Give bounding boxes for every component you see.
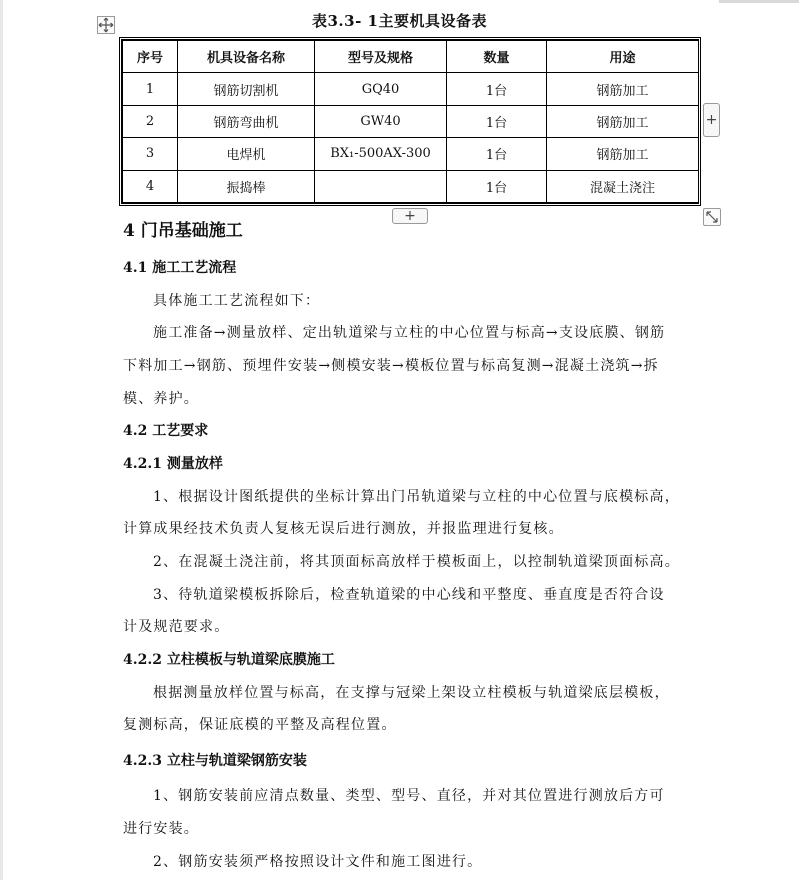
paragraph: 2、在混凝土浇注前，将其顶面标高放样于模板面上，以控制轨道梁顶面标高。 xyxy=(153,554,680,570)
cell-equipment-name[interactable]: 电焊机 xyxy=(178,138,315,170)
section-4-2-1-heading: 4.2.1 测量放样 xyxy=(123,456,223,472)
equipment-table xyxy=(122,40,699,203)
paragraph-continuation: 模、养护。 xyxy=(123,391,199,407)
cell-quantity[interactable]: 1台 xyxy=(447,73,547,105)
section-4-heading: 4 门吊基础施工 xyxy=(123,221,243,241)
paragraph-continuation: 复测标高，保证底模的平整及高程位置。 xyxy=(123,717,397,733)
table-row xyxy=(123,105,699,137)
cell-model-spec[interactable]: BX₁-500AX-300 xyxy=(315,138,447,170)
table-header-row xyxy=(123,41,699,73)
cell-equipment-name[interactable]: 钢筋弯曲机 xyxy=(178,105,315,137)
cell-purpose[interactable]: 钢筋加工 xyxy=(547,105,699,137)
section-4-2-heading: 4.2 工艺要求 xyxy=(123,423,209,439)
cell-seq[interactable]: 2 xyxy=(123,105,178,137)
equipment-table-frame xyxy=(119,37,701,206)
cell-model-spec[interactable]: GW40 xyxy=(315,105,447,137)
paragraph-continuation: 计及规范要求。 xyxy=(123,619,230,635)
cell-quantity[interactable]: 1台 xyxy=(447,170,547,202)
cell-quantity[interactable]: 1台 xyxy=(447,105,547,137)
cell-quantity[interactable]: 1台 xyxy=(447,138,547,170)
section-4-1-heading: 4.1 施工工艺流程 xyxy=(123,260,237,276)
table-row xyxy=(123,138,699,170)
paragraph: 具体施工工艺流程如下： xyxy=(153,293,321,309)
cell-model-spec[interactable] xyxy=(315,170,447,202)
paragraph-continuation: 进行安装。 xyxy=(123,821,199,837)
resize-diagonal-icon xyxy=(704,209,720,225)
paragraph: 施工准备→测量放样、定出轨道梁与立柱的中心位置与标高→支设底膜、钢筋 xyxy=(153,325,666,341)
cell-equipment-name[interactable]: 振捣棒 xyxy=(178,170,315,202)
paragraph: 根据测量放样位置与标高，在支撑与冠梁上架设立柱模板与轨道梁底层模板， xyxy=(153,685,670,701)
header-seq[interactable]: 序号 xyxy=(123,41,178,73)
table-row xyxy=(123,170,699,202)
add-row-button[interactable]: + xyxy=(392,208,428,224)
paragraph: 1、钢筋安装前应清点数量、类型、型号、直径，并对其位置进行测放后方可 xyxy=(153,788,665,804)
page-left-margin xyxy=(0,0,3,880)
header-purpose[interactable]: 用途 xyxy=(547,41,699,73)
header-model-spec[interactable]: 型号及规格 xyxy=(315,41,447,73)
cell-seq[interactable]: 3 xyxy=(123,138,178,170)
cell-model-spec[interactable]: GQ40 xyxy=(315,73,447,105)
paragraph-continuation: 计算成果经技术负责人复核无误后进行测放，并报监理进行复核。 xyxy=(123,521,564,537)
page-top-edge xyxy=(719,0,799,3)
cell-equipment-name[interactable]: 钢筋切割机 xyxy=(178,73,315,105)
table-resize-handle[interactable] xyxy=(703,208,721,226)
section-4-2-2-heading: 4.2.2 立柱模板与轨道梁底膜施工 xyxy=(123,652,335,668)
cell-purpose[interactable]: 钢筋加工 xyxy=(547,73,699,105)
add-column-button[interactable]: + xyxy=(703,103,720,137)
cell-seq[interactable]: 1 xyxy=(123,73,178,105)
header-equipment-name[interactable]: 机具设备名称 xyxy=(178,41,315,73)
header-quantity[interactable]: 数量 xyxy=(447,41,547,73)
paragraph: 3、待轨道梁模板拆除后，检查轨道梁的中心线和平整度、垂直度是否符合设 xyxy=(153,587,665,603)
paragraph: 2、钢筋安装须严格按照设计文件和施工图进行。 xyxy=(153,854,483,870)
cell-purpose[interactable]: 混凝土浇注 xyxy=(547,170,699,202)
table-row xyxy=(123,73,699,105)
section-4-2-3-heading: 4.2.3 立柱与轨道梁钢筋安装 xyxy=(123,753,307,769)
paragraph-continuation: 下料加工→钢筋、预埋件安装→侧模安装→模板位置与标高复测→混凝土浇筑→拆 xyxy=(123,358,659,374)
cell-purpose[interactable]: 钢筋加工 xyxy=(547,138,699,170)
table-caption: 表3.3- 1主要机具设备表 xyxy=(312,12,487,30)
paragraph: 1、根据设计图纸提供的坐标计算出门吊轨道梁与立柱的中心位置与底模标高， xyxy=(153,489,680,505)
cell-seq[interactable]: 4 xyxy=(123,170,178,202)
